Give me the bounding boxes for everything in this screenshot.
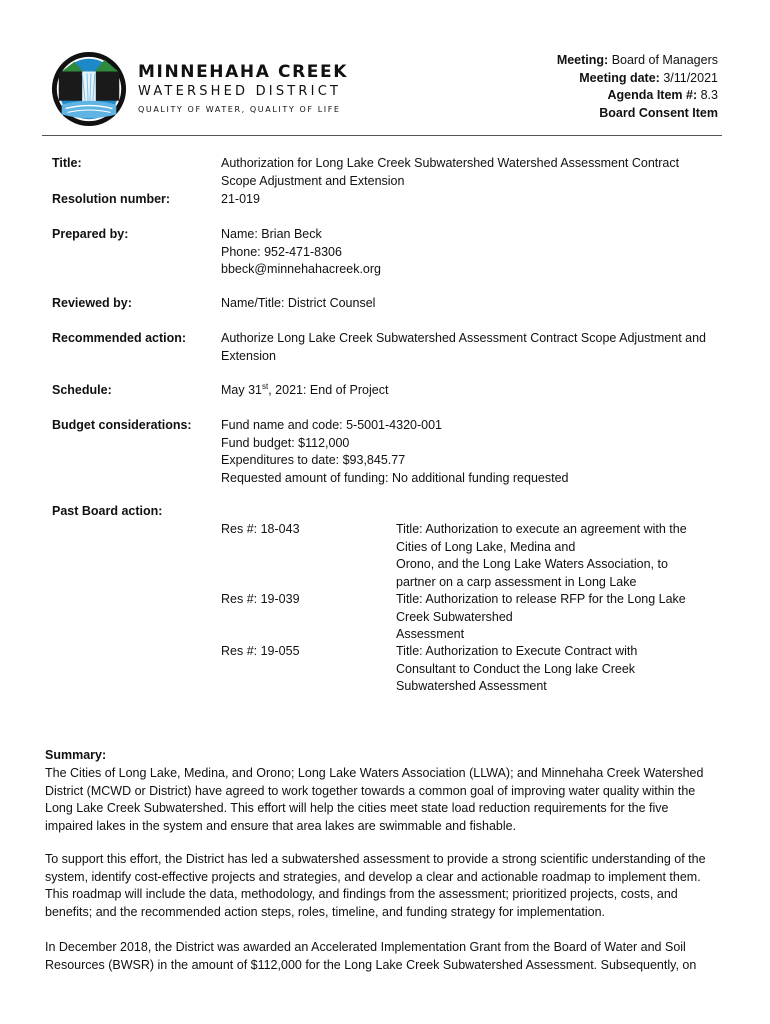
title-line: Authorization for Long Lake Creek Subwatershed Watershed Assessment Contract <box>221 156 680 170</box>
budget-line: Fund budget: $112,000 <box>221 435 350 450</box>
schedule-rest: , 2021: End of Project <box>268 383 389 397</box>
recommended-action-label: Recommended action: <box>52 331 187 345</box>
paragraph-line: impaired lakes in the system and ensure that area lakes are swimmable and fishable. <box>45 818 517 833</box>
district-logo-icon <box>50 50 128 128</box>
past-action-res: Res #: 18-043 <box>221 522 300 536</box>
summary-paragraph-2 <box>45 851 725 921</box>
past-action-line: Title: Authorization to release RFP for the Long Lake <box>396 592 686 606</box>
agenda-item-label: Agenda Item #: <box>607 88 698 102</box>
prepared-by-label: Prepared by: <box>52 227 129 241</box>
summary-paragraph-3 <box>45 939 725 974</box>
title-label: Title: <box>52 156 82 170</box>
meeting-date-value: 3/11/2021 <box>663 70 718 85</box>
past-action-title <box>396 521 716 591</box>
recommended-line: Extension <box>221 348 276 363</box>
past-action-res: Res #: 19-055 <box>221 644 300 658</box>
budget-line: Requested amount of funding: No additional funding requested <box>221 470 569 485</box>
meeting-info <box>557 52 718 122</box>
past-action-line: partner on a carp assessment in Long Lake <box>396 574 637 589</box>
past-action-title <box>396 591 716 644</box>
paragraph-line: The Cities of Long Lake, Medina, and Orono; Long Lake Waters Association (LLWA); and Minnehaha Creek Watershed <box>45 766 704 780</box>
agenda-item-value: 8.3 <box>700 88 718 102</box>
schedule-value <box>221 382 721 400</box>
schedule-day: May 31 <box>221 383 262 397</box>
paragraph-line: system, identify cost-effective projects and strategies, and develop a clear and actionable roadmap to implement them. <box>45 869 701 884</box>
schedule-label: Schedule: <box>52 383 112 397</box>
meeting-date-label: Meeting date: <box>579 70 660 85</box>
summary-heading: Summary: <box>45 748 107 762</box>
past-action-line: Creek Subwatershed <box>396 609 513 624</box>
org-name-line2: WATERSHED DISTRICT <box>138 84 342 99</box>
prepared-email: bbeck@minnehahacreek.org <box>221 262 382 276</box>
past-board-action-label: Past Board action: <box>52 504 163 518</box>
prepared-name: Name: Brian Beck <box>221 227 322 241</box>
recommended-line: Authorize Long Lake Creek Subwatershed Assessment Contract Scope Adjustment and <box>221 331 707 345</box>
paragraph-line: To support this effort, the District has led a subwatershed assessment to provide a strong scientific understanding of the <box>45 852 706 866</box>
recommended-action-value <box>221 330 721 365</box>
budget-value <box>221 417 721 487</box>
past-action-line: Cities of Long Lake, Medina and <box>396 539 576 554</box>
past-action-line: Assessment <box>396 627 465 641</box>
prepared-phone: Phone: 952-471-8306 <box>221 244 342 259</box>
resolution-label: Resolution number: <box>52 192 171 206</box>
org-tagline: QUALITY OF WATER, QUALITY OF LIFE <box>138 105 341 114</box>
header-divider <box>42 135 722 136</box>
past-action-line: Title: Authorization to Execute Contract with <box>396 644 638 658</box>
past-action-res: Res #: 19-039 <box>221 592 300 606</box>
past-action-line: Consultant to Conduct the Long lake Creek <box>396 661 636 676</box>
title-value <box>221 155 721 190</box>
past-action-line: Subwatershed Assessment <box>396 679 547 693</box>
budget-label: Budget considerations: <box>52 418 192 432</box>
consent-item-label: Board Consent Item <box>599 105 718 120</box>
prepared-by-value <box>221 226 721 279</box>
reviewed-by-value: Name/Title: District Counsel <box>221 296 376 310</box>
paragraph-line: benefits; and the recommended action steps, roles, timeline, and funding strategy for implementation. <box>45 904 606 919</box>
budget-line: Fund name and code: 5-5001-4320-001 <box>221 418 442 432</box>
title-line: Scope Adjustment and Extension <box>221 173 405 188</box>
meeting-label: Meeting: <box>556 53 609 67</box>
org-name-line1: MINNEHAHA CREEK <box>138 62 348 82</box>
paragraph-line: Long Lake Creek Subwatershed. This effort will help the cities meet state load reduction requirements for the five <box>45 801 669 815</box>
org-wordmark <box>138 62 348 117</box>
reviewed-by-label: Reviewed by: <box>52 296 132 310</box>
past-action-line: Title: Authorization to execute an agreement with the <box>396 522 687 536</box>
paragraph-line: District (MCWD or District) have agreed to work together towards a common goal of improving water quality within the <box>45 783 696 798</box>
budget-line: Expenditures to date: $93,845.77 <box>221 453 406 467</box>
resolution-value: 21-019 <box>221 192 260 206</box>
past-action-title <box>396 643 716 696</box>
schedule-ordinal: st <box>262 381 269 391</box>
paragraph-line: In December 2018, the District was awarded an Accelerated Implementation Grant from the Board of Water and Soil <box>45 940 686 954</box>
past-action-line: Orono, and the Long Lake Waters Association, to <box>396 557 668 571</box>
meeting-value: Board of Managers <box>611 53 718 67</box>
paragraph-line: This roadmap will include the data, methodology, and findings from the assessment; prioritized projects, costs, and <box>45 887 678 901</box>
summary-paragraph-1 <box>45 765 725 835</box>
paragraph-line: Resources (BWSR) in the amount of $112,000 for the Long Lake Creek Subwatershed Assessment. Subsequently, on <box>45 957 697 972</box>
